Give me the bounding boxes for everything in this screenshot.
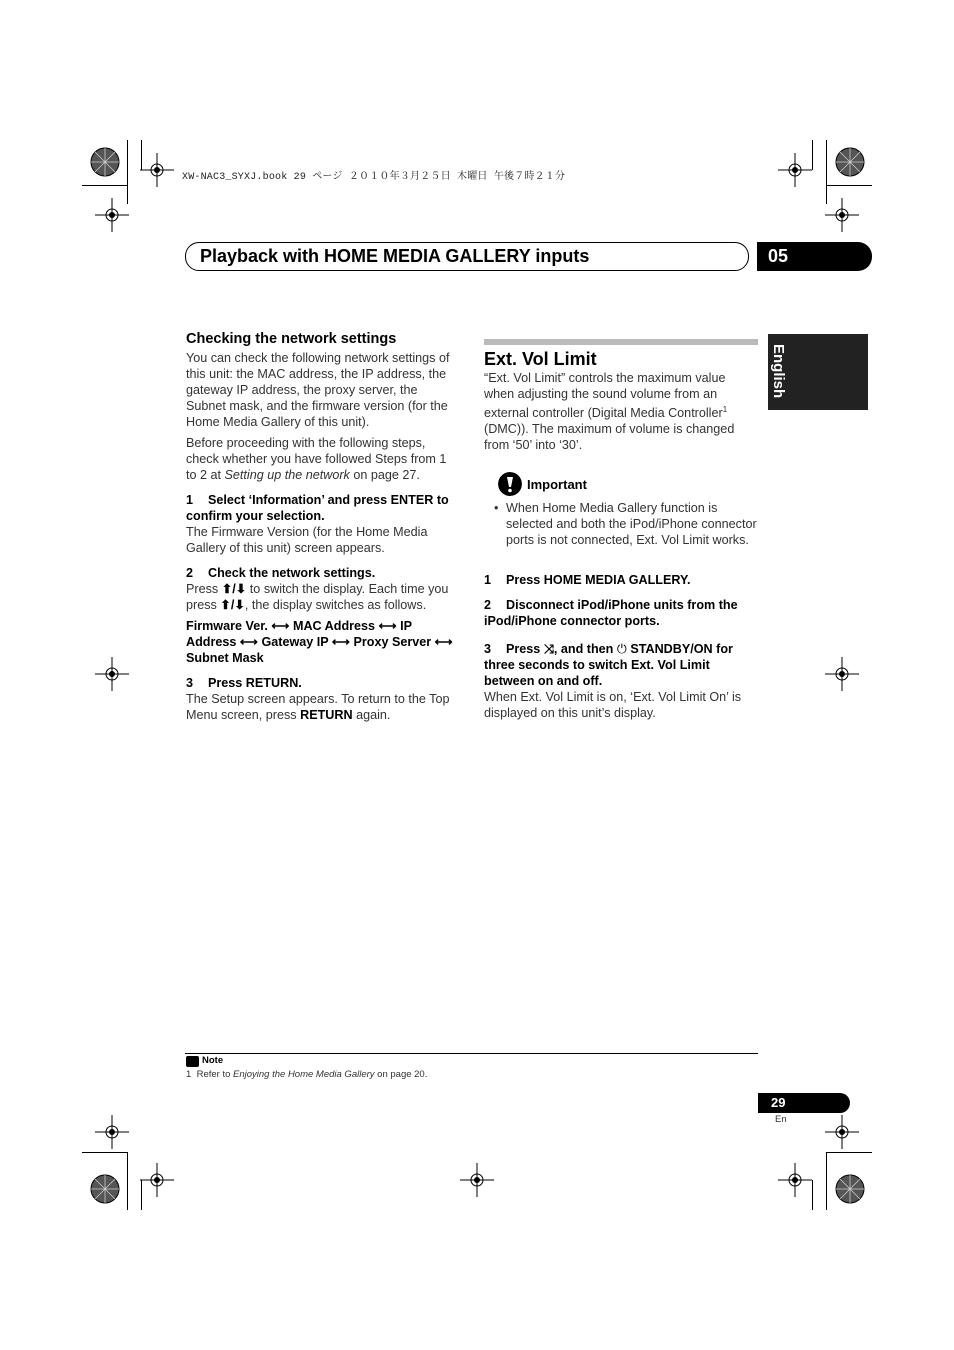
crosshair-icon: [825, 198, 859, 232]
step-text: Press HOME MEDIA GALLERY.: [506, 573, 691, 587]
shuffle-icon: ⤨: [543, 642, 554, 656]
paragraph: [484, 370, 758, 453]
text: to switch the display. Each time you press: [186, 582, 449, 612]
up-down-arrow-icon: ⬆/⬇: [221, 582, 247, 596]
important-icon: [498, 472, 522, 496]
crosshair-icon: [778, 153, 812, 187]
text: Refer to: [196, 1069, 234, 1080]
step-2-title: [484, 597, 758, 629]
step-number: 1: [186, 493, 194, 507]
registration-sunburst-icon: [88, 145, 122, 179]
crosshair-icon: [460, 1163, 494, 1197]
step-number: 3: [186, 676, 194, 690]
paragraph: [186, 581, 460, 613]
paragraph: You can check the following network settings of this unit: the MAC address, the IP address, the gateway IP address, the proxy server, the Subnet mask, and the firmware version (for the Home Media Gallery of this unit).: [186, 351, 450, 429]
important-bullet: [494, 500, 758, 548]
step-1-title: [484, 572, 758, 588]
power-icon: ⏻: [616, 642, 627, 656]
display-sequence: Firmware Ver. ⟷ MAC Address ⟷ IP Address ⟷ Gateway IP ⟷ Proxy Server ⟷ Subnet Mask: [186, 619, 453, 665]
text: (DMC)). The maximum of volume is changed from ‘50’ into ‘30’.: [484, 422, 735, 453]
step-3-title: [484, 641, 758, 689]
note-icon: [186, 1056, 199, 1067]
step-text: STANDBY/ON for three seconds to switch Ext. Vol Limit between on and off.: [484, 642, 733, 688]
text: Press: [186, 582, 222, 596]
footnote-number: 1: [186, 1069, 192, 1080]
registration-sunburst-icon: [88, 1172, 122, 1206]
paragraph: [186, 691, 460, 723]
left-column: [186, 330, 460, 723]
button-name: RETURN: [300, 708, 353, 722]
crosshair-icon: [140, 153, 174, 187]
step-number: 2: [186, 566, 194, 580]
step-number: 3: [484, 642, 492, 656]
crosshair-icon: [825, 657, 859, 691]
step-1-title: [186, 492, 460, 524]
step-text: Disconnect iPod/iPhone units from the iPod/iPhone connector ports.: [484, 598, 738, 628]
step-text: Press RETURN.: [208, 676, 302, 690]
section-rule: [484, 339, 758, 345]
right-column-steps: [484, 572, 758, 721]
language-label: English: [770, 344, 787, 399]
step-number: 2: [484, 598, 492, 612]
bullet-text: When Home Media Gallery function is selected and both the iPod/iPhone connector ports is not connected, Ext. Vol Limit works.: [506, 501, 757, 547]
page-number: 29: [771, 1095, 786, 1110]
step-2-title: [186, 565, 460, 581]
text: again.: [352, 708, 391, 722]
print-file-info: XW-NAC3_SYXJ.book 29 ページ ２０１０年３月２５日 木曜日 午後７時２１分: [182, 172, 566, 183]
footnote-rule: [185, 1053, 758, 1054]
step-text: Press: [506, 642, 544, 656]
bullet-icon: •: [494, 501, 499, 515]
crosshair-icon: [95, 1115, 129, 1149]
paragraph: When Ext. Vol Limit is on, ‘Ext. Vol Limit On’ is displayed on this unit’s display.: [484, 690, 742, 720]
page-language: En: [775, 1114, 787, 1125]
registration-sunburst-icon: [833, 145, 867, 179]
important-label: Important: [527, 477, 587, 492]
step-text: Select ‘Information’ and press ENTER to confirm your selection.: [186, 493, 449, 523]
text: Before proceeding with the following steps, check whether you have followed Steps from 1 to 2 at: [186, 436, 447, 482]
text: , the display switches as follows.: [244, 598, 427, 612]
right-column-intro: [484, 370, 758, 453]
crosshair-icon: [140, 1163, 174, 1197]
section-heading: Ext. Vol Limit: [484, 349, 597, 369]
paragraph: The Firmware Version (for the Home Media Gallery of this unit) screen appears.: [186, 525, 428, 555]
paragraph: [186, 435, 460, 483]
crosshair-icon: [825, 1115, 859, 1149]
crosshair-icon: [778, 1163, 812, 1197]
step-text: Check the network settings.: [208, 566, 376, 580]
text: The Setup screen appears. To return to the Top Menu screen, press: [186, 692, 450, 722]
crosshair-icon: [95, 198, 129, 232]
note-label: Note: [202, 1055, 224, 1066]
text: “Ext. Vol Limit” controls the maximum value when adjusting the sound volume from an external controller (Digital Media Controller: [484, 371, 726, 421]
chapter-number: 05: [768, 246, 789, 266]
up-down-arrow-icon: ⬆/⬇: [220, 598, 245, 612]
chapter-title: Playback with HOME MEDIA GALLERY inputs: [200, 246, 590, 266]
text: on page 20.: [374, 1069, 428, 1080]
crosshair-icon: [95, 657, 129, 691]
step-number: 1: [484, 573, 492, 587]
cross-reference: Setting up the network: [224, 468, 350, 482]
step-3-title: [186, 675, 460, 691]
footnote: [186, 1069, 427, 1080]
cross-reference: Enjoying the Home Media Gallery: [233, 1069, 375, 1080]
footnote-ref: 1: [722, 405, 728, 414]
step-text: , and then: [553, 642, 617, 656]
registration-sunburst-icon: [833, 1172, 867, 1206]
section-heading: Checking the network settings: [186, 331, 397, 347]
text: on page 27.: [349, 468, 420, 482]
